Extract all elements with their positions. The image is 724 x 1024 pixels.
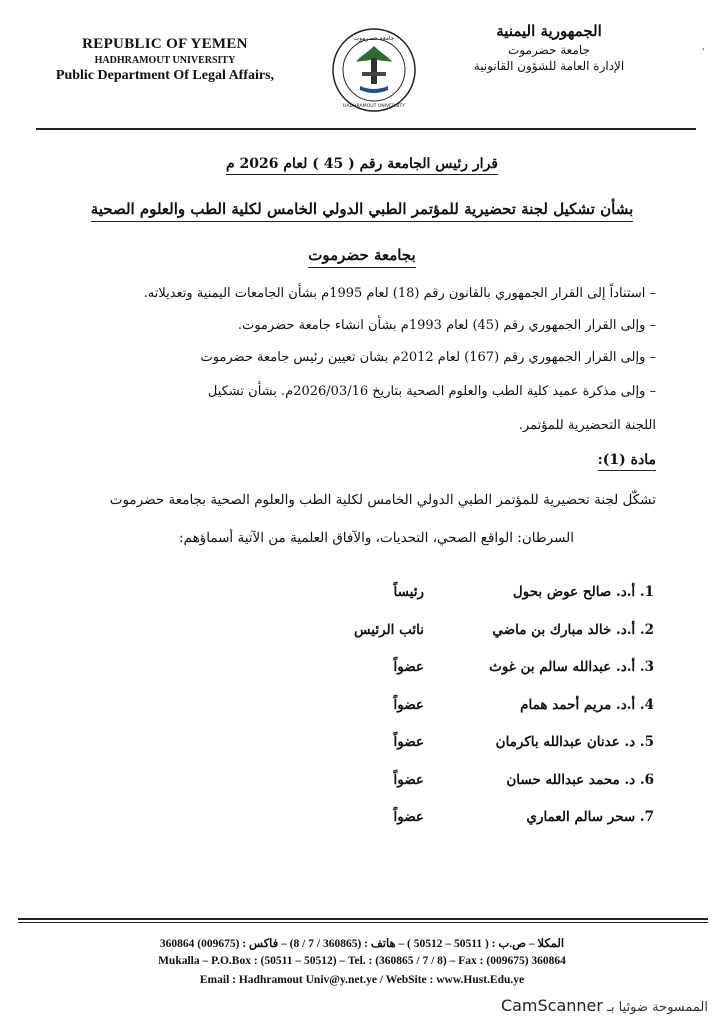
article-text-line2: السرطان: الواقع الصحي، التحديات، والآفاق العلمية من الآتية أسماؤهم:	[179, 530, 574, 546]
article-heading-text: مادة (1):	[598, 452, 656, 471]
scanner-watermark	[501, 996, 708, 1015]
member-name-text: أ.د. عبدالله سالم بن غوث	[489, 659, 636, 675]
header-en-country: REPUBLIC OF YEMEN	[82, 36, 248, 52]
edge-mark: ٠	[700, 44, 706, 55]
member-name	[520, 697, 654, 713]
member-row	[0, 584, 724, 606]
decision-subject	[0, 200, 724, 218]
preamble-item: – وإلى القرار الجمهوري رقم (167) لعام 2012م بشان تعيين رئيس جامعة حضرموت	[200, 350, 656, 365]
member-number: 5.	[639, 734, 654, 750]
decision-subject-line2: بجامعة حضرموت	[308, 246, 415, 268]
preamble-item-continuation: اللجنة التحضيرية للمؤتمر.	[518, 418, 656, 433]
header-ar-country: الجمهورية اليمنية	[496, 22, 602, 40]
member-number: 2.	[639, 621, 654, 638]
decision-subject-line1: بشأن تشكيل لجنة تحضيرية للمؤتمر الطبي الدولي الخامس لكلية الطب والعلوم الصحية	[91, 200, 634, 222]
member-role: رئيساً	[393, 584, 424, 600]
member-role: عضواً	[393, 734, 424, 750]
member-name-text: أ.د. خالد مبارك بن ماضي	[492, 621, 636, 638]
header-divider	[36, 128, 696, 130]
member-name-text: أ.د. صالح عوض بحول	[512, 584, 636, 600]
member-number: 7.	[639, 809, 654, 825]
member-role: نائب الرئيس	[354, 621, 424, 638]
footer-divider-thin	[18, 922, 708, 923]
article-heading	[598, 452, 656, 468]
seal-arc-bottom: HADHRAMOUT UNIVERSITY	[342, 104, 406, 109]
member-role: عضواً	[393, 809, 424, 825]
member-row	[0, 772, 724, 794]
member-name-text: د. عدنان عبدالله باكرمان	[495, 734, 636, 750]
header-en-department: Public Department Of Legal Affairs,	[55, 68, 275, 83]
member-name	[492, 622, 654, 638]
member-row	[0, 622, 724, 644]
footer-divider	[18, 918, 708, 920]
member-name	[496, 734, 654, 750]
footer-address-english: Mukalla – P.O.Box : (50511 – 50512) – Tel. : (360865 / 7 / 8) – Fax : (009675) 360864	[158, 955, 566, 967]
header-ar-department: الإدارة العامة للشؤون القانونية	[473, 59, 625, 73]
member-row	[0, 659, 724, 681]
member-role: عضواً	[393, 659, 424, 675]
header-english	[40, 36, 290, 84]
member-number: 4.	[639, 696, 654, 713]
member-name-text: د. محمد عبدالله حسان	[506, 771, 636, 788]
article-text-line1: تشكّل لجنة تحضيرية للمؤتمر الطبي الدولي الخامس لكلية الطب والعلوم الصحية بجامعة حضرموت	[109, 492, 656, 508]
header-arabic	[434, 22, 664, 73]
preamble-item: – وإلى القرار الجمهوري رقم (45) لعام 1993م بشأن انشاء جامعة حضرموت.	[237, 318, 656, 333]
member-name-text: أ.د. مريم أحمد همام	[520, 696, 636, 713]
scanner-brand: CamScanner	[500, 996, 603, 1015]
member-number: 3.	[639, 659, 654, 675]
preamble-item: – استناداً إلى القرار الجمهوري بالقانون رقم (18) لعام 1995م بشأن الجامعات اليمنية وتعديلاته.	[143, 286, 656, 301]
member-number: 1.	[639, 584, 654, 600]
university-seal-logo	[330, 26, 418, 114]
seal-arc-top: جامعة حضرموت	[353, 35, 395, 42]
member-name	[489, 659, 654, 675]
decision-number	[0, 156, 724, 172]
member-name-text: سحر سالم العماري	[526, 809, 636, 825]
decision-subject-2	[0, 246, 724, 264]
decision-number-text: قرار رئيس الجامعة رقم ( 45 ) لعام 2026 م	[226, 156, 498, 175]
preamble-item: – وإلى مذكرة عميد كلية الطب والعلوم الصحية بتاريخ 2026/03/16م. بشأن تشكيل	[207, 384, 656, 399]
member-name	[506, 772, 654, 788]
member-row	[0, 809, 724, 831]
member-role: عضواً	[393, 696, 424, 713]
member-number: 6.	[639, 771, 654, 788]
footer-address-arabic: المكلا – ص.ب : ( 50511 – 50512 ) – هاتف : (360865 / 7 / 8) – فاكس : (009675) 360864	[159, 938, 565, 950]
header-en-university: HADHRAMOUT UNIVERSITY	[94, 55, 236, 66]
member-role: عضواً	[393, 771, 424, 788]
member-row	[0, 734, 724, 756]
member-name	[513, 584, 654, 600]
header-ar-university: جامعة حضرموت	[508, 43, 590, 57]
member-name	[526, 809, 654, 825]
member-row	[0, 697, 724, 719]
footer-contact: Email : Hadhramout Univ@y.net.ye / WebSite : www.Hust.Edu.ye	[199, 974, 525, 986]
scanner-prefix: الممسوحة ضوئيا بـ	[607, 1000, 708, 1015]
